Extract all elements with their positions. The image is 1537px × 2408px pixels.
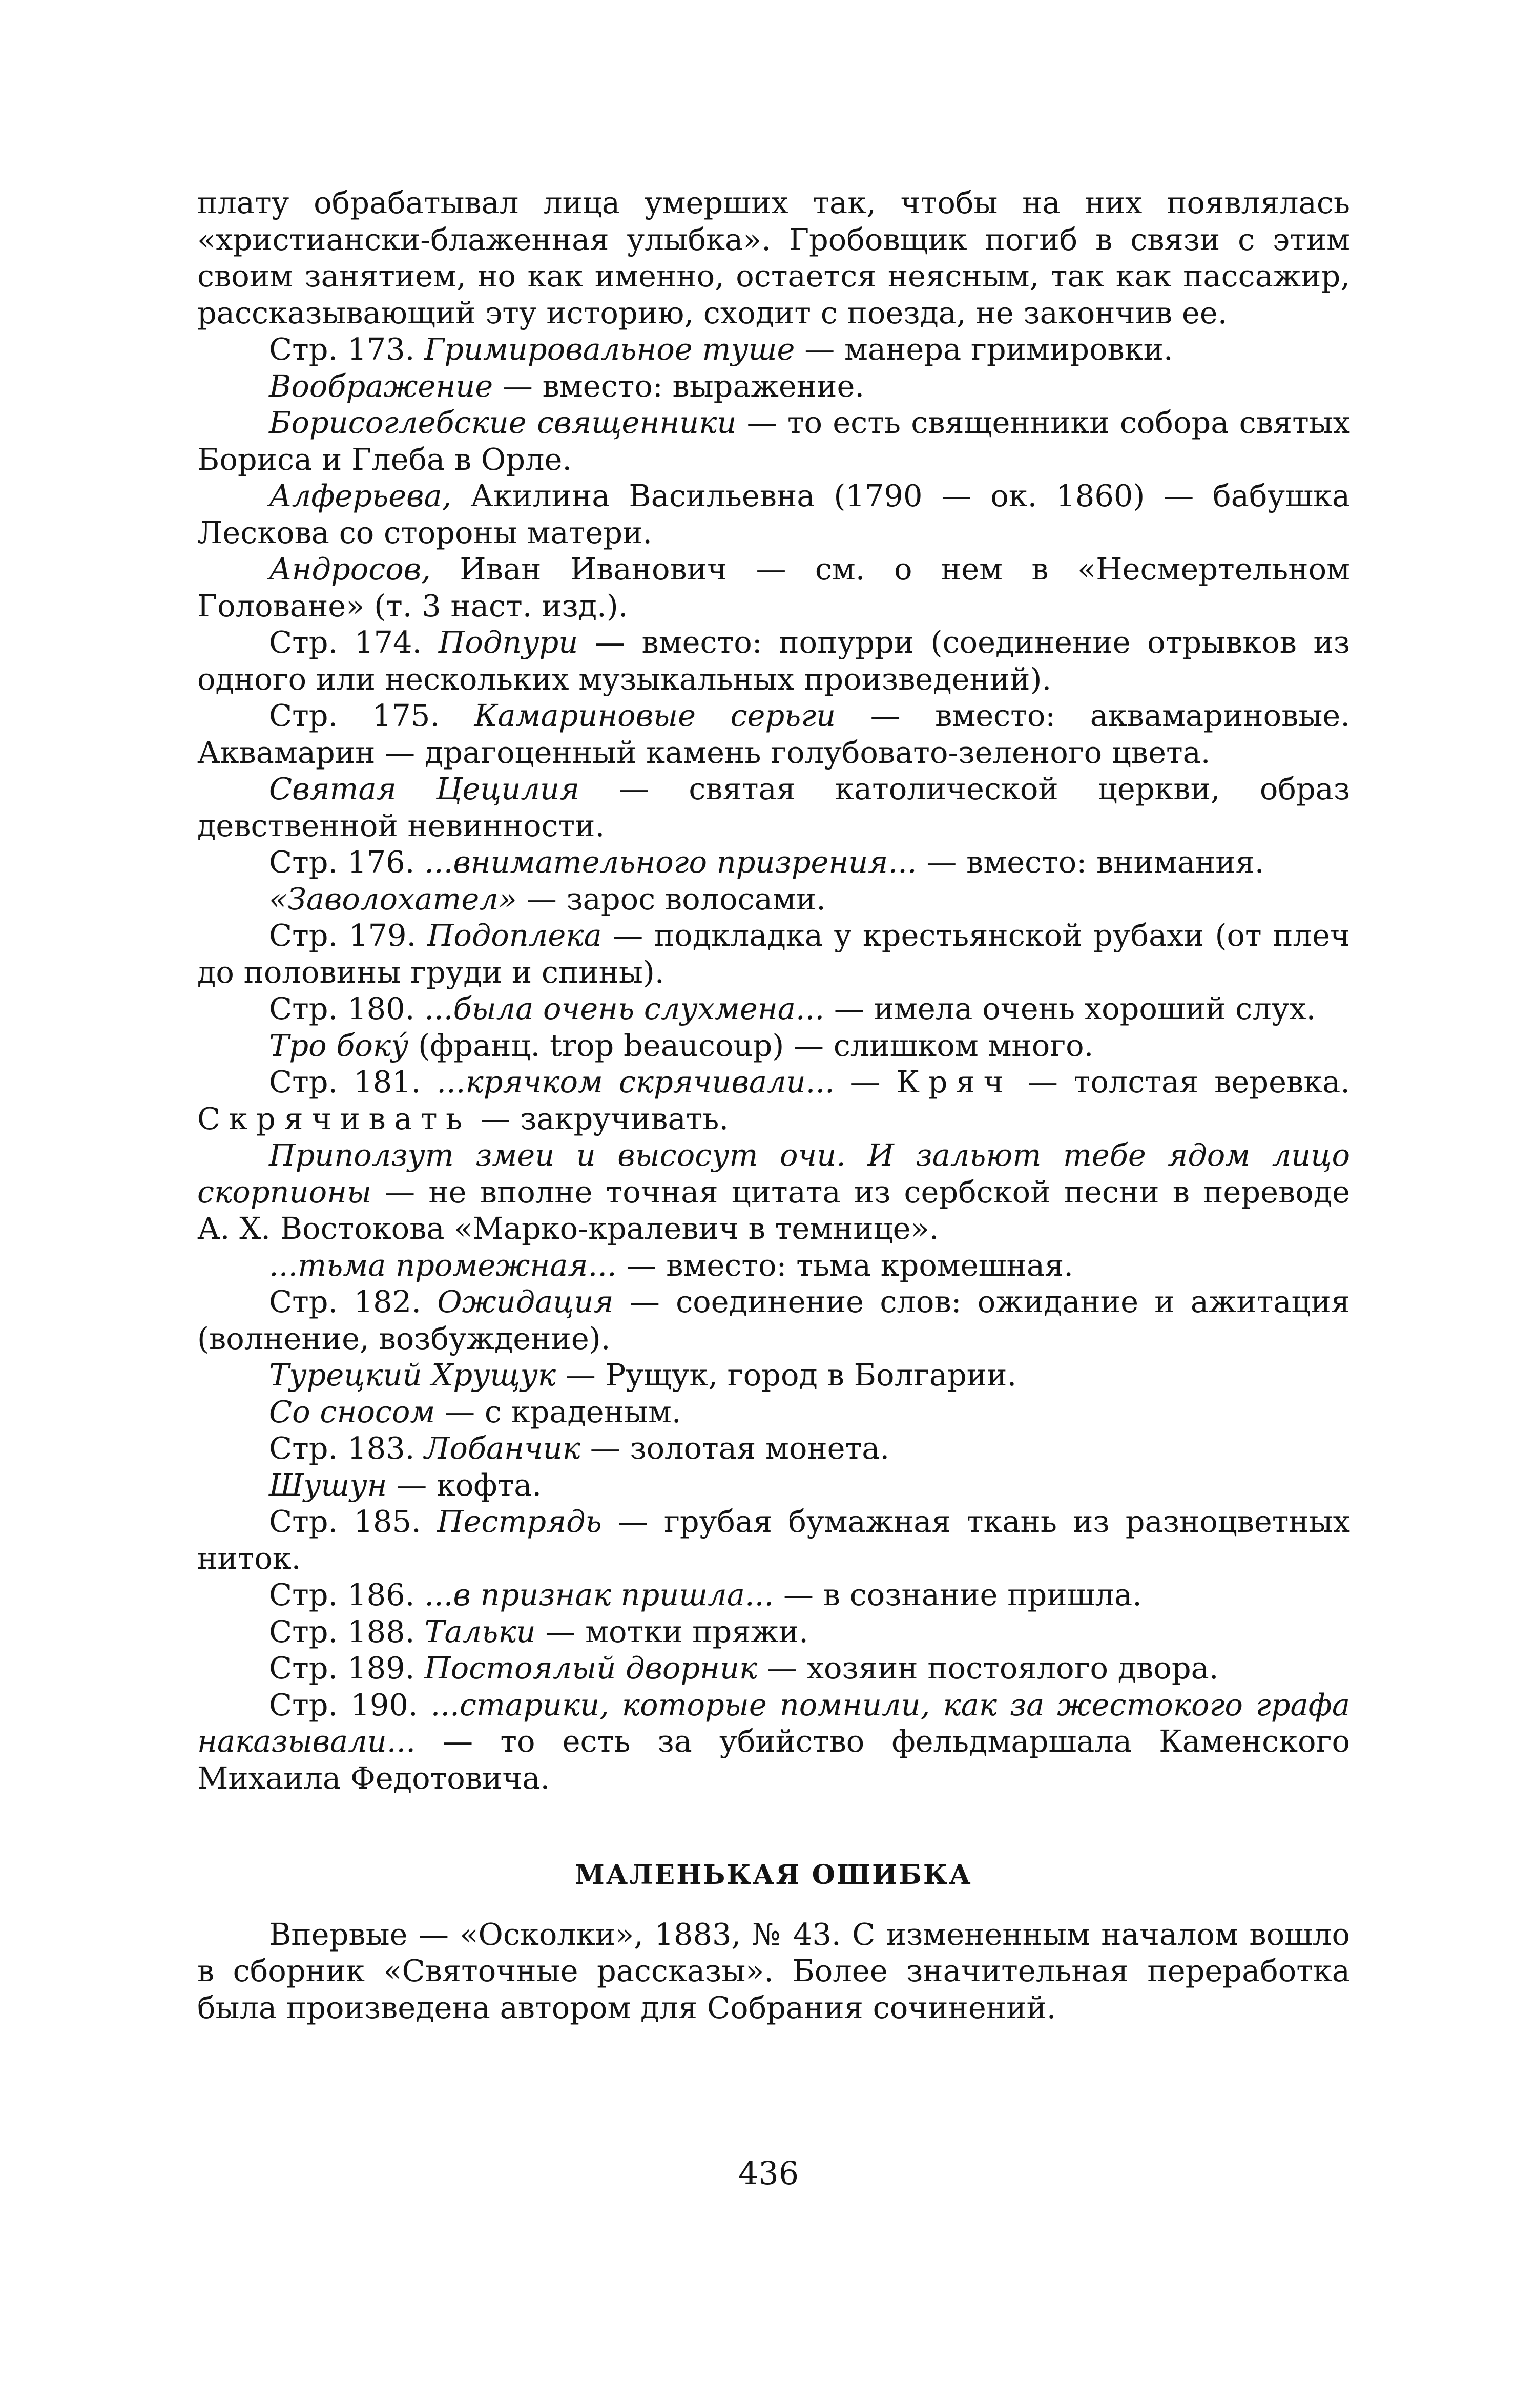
note-text: — вместо: внимания.	[917, 844, 1264, 880]
note-paragraph	[197, 1430, 1350, 1467]
note-paragraph	[197, 1137, 1350, 1247]
note-paragraph	[197, 1916, 1350, 2026]
note-paragraph	[197, 1576, 1350, 1613]
note-text: Стр. 181.	[269, 1064, 437, 1099]
note-text: Стр. 180.	[269, 991, 425, 1026]
note-paragraph	[197, 368, 1350, 405]
note-text: — в сознание пришла.	[774, 1577, 1142, 1612]
note-term: Тро боку́	[269, 1027, 409, 1063]
note-text: — закручивать.	[470, 1101, 729, 1136]
note-paragraph	[197, 331, 1350, 368]
note-text: Стр. 173.	[269, 331, 425, 367]
note-term: ...в признак пришла...	[424, 1577, 774, 1612]
note-text: — грубая бумажная ткань из разноцветных ниток.	[197, 1504, 1350, 1576]
note-text: — то есть за убийство фельдмаршала Каменского Михаила Федотовича.	[197, 1724, 1350, 1796]
spaced-term: Кряч	[896, 1064, 1012, 1099]
note-term: Тальки	[424, 1613, 536, 1649]
note-text: Стр. 185.	[269, 1504, 437, 1539]
note-paragraph	[197, 1613, 1350, 1650]
note-term: Шушун	[269, 1467, 387, 1503]
note-text: — толстая веревка.	[1012, 1064, 1351, 1099]
note-term: Гримировальное туше	[424, 331, 795, 367]
note-term: Лобанчик	[424, 1430, 580, 1466]
note-term: Андросов,	[269, 551, 431, 587]
note-paragraph	[197, 624, 1350, 697]
note-term: Алферьева,	[269, 478, 452, 513]
note-paragraph	[197, 881, 1350, 918]
note-text: — подкладка у крестьянской рубахи (от плеч до половины груди и спины).	[197, 918, 1350, 990]
note-paragraph	[197, 404, 1350, 478]
note-text: — вместо: тьма кромешная.	[616, 1247, 1073, 1283]
page-number: 436	[738, 2154, 799, 2192]
note-term: «Заволохател»	[269, 881, 517, 917]
note-text: Стр. 190.	[269, 1687, 431, 1722]
note-paragraph	[197, 1394, 1350, 1430]
note-term: Святая Цецилия	[269, 771, 580, 806]
note-paragraph	[197, 697, 1350, 771]
note-text: — святая католической церкви, образ девственной невинности.	[197, 771, 1351, 843]
note-text: — Рущук, город в Болгарии.	[555, 1357, 1017, 1393]
note-text: —	[834, 1064, 897, 1099]
note-term: ...внимательного призрения...	[424, 844, 917, 880]
note-text: (франц. trop beaucoup) — слишком много.	[408, 1027, 1094, 1063]
section-heading: МАЛЕНЬКАЯ ОШИБКА	[575, 1859, 972, 1891]
note-paragraph	[197, 1650, 1350, 1687]
note-text: — с краденым.	[435, 1394, 681, 1429]
note-paragraph	[197, 1064, 1350, 1137]
note-paragraph	[197, 1027, 1350, 1064]
note-text: Стр. 188.	[269, 1613, 425, 1649]
note-paragraph	[197, 551, 1350, 624]
note-text: Стр. 176.	[269, 844, 425, 880]
note-text: — не вполне точная цитата из сербской песни в переводе А. Х. Востокова «Марко-кралевич в темнице».	[197, 1174, 1350, 1246]
spaced-term: Скрячивать	[197, 1101, 471, 1136]
note-text: Стр. 183.	[269, 1430, 425, 1466]
note-term: ...старики, которые помнили, как за жестокого графа наказывали...	[197, 1687, 1350, 1759]
note-paragraph	[197, 1283, 1350, 1357]
note-paragraph	[197, 1467, 1350, 1504]
note-term: Пестрядь	[437, 1504, 602, 1539]
note-text: — имела очень хороший слух.	[824, 991, 1316, 1026]
note-text: Стр. 189.	[269, 1650, 425, 1686]
note-text: Стр. 182.	[269, 1284, 438, 1319]
note-term: Подоплека	[427, 918, 602, 953]
note-term: Приползут змеи и высосут очи. И зальют тебе ядом лицо скорпионы	[197, 1137, 1350, 1210]
note-term: Турецкий Хрущук	[269, 1357, 556, 1393]
commentary-text	[197, 184, 1350, 2026]
note-text: Иван Иванович — см. о нем в «Несмертельном Головане» (т. 3 наст. изд.).	[197, 551, 1350, 624]
note-text: — вместо: аквамариновые. Аквамарин — драгоценный камень голубовато-зеленого цвета.	[197, 698, 1350, 770]
note-paragraph	[197, 478, 1350, 551]
note-term: Борисоглебские священники	[269, 405, 737, 440]
note-paragraph	[197, 1357, 1350, 1394]
note-term: ...была очень слухмена...	[424, 991, 825, 1026]
note-paragraph	[197, 1687, 1350, 1797]
note-text: Стр. 186.	[269, 1577, 425, 1612]
note-term: Со сносом	[269, 1394, 435, 1429]
note-term: ...тьма промежная...	[269, 1247, 617, 1283]
note-paragraph	[197, 1503, 1350, 1576]
note-text: — хозяин постоялого двора.	[757, 1650, 1219, 1686]
note-text: плату обрабатывал лица умерших так, чтобы на них появлялась «христиански-блаженная улыбка». Гробовщик погиб в связи с этим своим занятием, но как именно, остается неясным, так как пассажир, рассказывающий эту историю, сходит с поезда, не закончив ее.	[197, 185, 1350, 330]
note-text: — золотая монета.	[580, 1430, 890, 1466]
note-paragraph	[197, 1247, 1350, 1284]
note-term: Ожидация	[437, 1284, 614, 1319]
note-text: — мотки пряжи.	[535, 1613, 808, 1649]
note-text: — кофта.	[387, 1467, 542, 1503]
note-term: ...крячком скрячивали...	[437, 1064, 835, 1099]
note-term: Постоялый дворник	[424, 1650, 758, 1686]
note-paragraph	[197, 917, 1350, 990]
note-paragraph	[197, 990, 1350, 1027]
note-term: Воображение	[269, 368, 493, 404]
note-paragraph	[197, 771, 1350, 844]
note-text: — то есть священники собора святых Бориса и Глеба в Орле.	[197, 405, 1351, 477]
note-text: Впервые — «Осколки», 1883, № 43. С измененным началом вошло в сборник «Святочные рассказы». Более значительная переработка была произведена автором для Собрания сочинений.	[197, 1916, 1350, 2025]
note-text: — вместо: выражение.	[493, 368, 865, 404]
note-text: — зарос волосами.	[516, 881, 826, 917]
notes-list	[197, 184, 1350, 1796]
note-text: Акилина Васильевна (1790 — ок. 1860) — бабушка Лескова со стороны матери.	[197, 478, 1350, 550]
note-text: Стр. 179.	[269, 918, 427, 953]
note-term: Камариновые серьги	[474, 698, 836, 733]
note-text: Стр. 174.	[269, 625, 439, 660]
note-paragraph	[197, 844, 1350, 881]
note-term: Подпури	[438, 625, 578, 660]
note-text: — соединение слов: ожидание и ажитация (волнение, возбуждение).	[197, 1284, 1350, 1356]
note-text: Стр. 175.	[269, 698, 474, 733]
note-paragraph	[197, 184, 1350, 331]
note-text: — манера гримировки.	[795, 331, 1173, 367]
note-text: — вместо: попурри (соединение отрывков из одного или нескольких музыкальных произведений).	[197, 625, 1350, 697]
section-notes	[197, 1916, 1350, 2026]
